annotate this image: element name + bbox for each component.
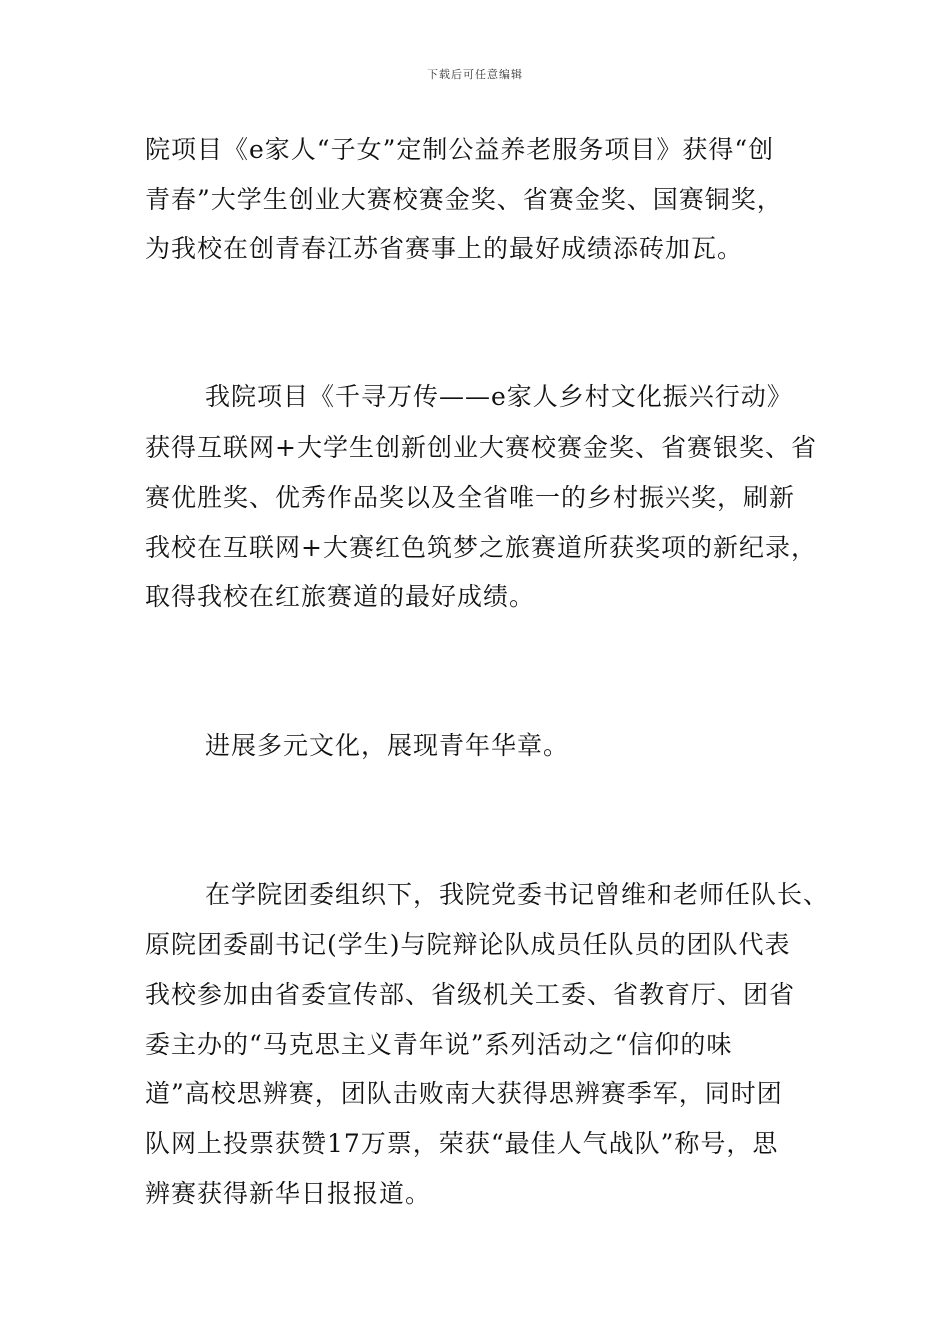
paragraph-1-line-1: 院项目《e家人“子女”定制公益养老服务项目》获得“创 (145, 135, 775, 164)
paragraph-2-line-5: 取得我校在红旅赛道的最好成绩。 (145, 582, 536, 611)
paragraph-4-line-1: 在学院团委组织下，我院党委书记曾维和老师任队长、 (205, 880, 830, 909)
paragraph-4-line-4: 委主办的“马克思主义青年说”系列活动之“信仰的味 (145, 1030, 733, 1059)
paragraph-4-line-7: 辨赛获得新华日报报道。 (145, 1179, 432, 1208)
paragraph-2-line-1: 我院项目《千寻万传——e家人乡村文化振兴行动》 (205, 382, 793, 411)
paragraph-2-line-2: 获得互联网+大学生创新创业大赛校赛金奖、省赛银奖、省 (145, 433, 817, 462)
paragraph-3-line-1: 进展多元文化，展现青年华章。 (205, 731, 570, 760)
paragraph-2-line-4: 我校在互联网+大赛红色筑梦之旅赛道所获奖项的新纪录， (145, 533, 817, 562)
paragraph-4-line-3: 我校参加由省委宣传部、省级机关工委、省教育厅、团省 (145, 980, 796, 1009)
paragraph-4-line-6: 队网上投票获赞17万票，荣获“最佳人气战队”称号，思 (145, 1129, 779, 1158)
paragraph-1-line-2: 青春”大学生创业大赛校赛金奖、省赛金奖、国赛铜奖， (145, 185, 783, 214)
paragraph-4-line-5: 道”高校思辨赛，团队击败南大获得思辨赛季军，同时团 (145, 1079, 783, 1108)
header-note: 下载后可任意编辑 (427, 68, 523, 81)
paragraph-4-line-2: 原院团委副书记(学生)与院辩论队成员任队员的团队代表 (145, 930, 791, 959)
paragraph-2-line-3: 赛优胜奖、优秀作品奖以及全省唯一的乡村振兴奖，刷新 (145, 483, 796, 512)
paragraph-1-line-3: 为我校在创青春江苏省赛事上的最好成绩添砖加瓦。 (145, 234, 744, 263)
